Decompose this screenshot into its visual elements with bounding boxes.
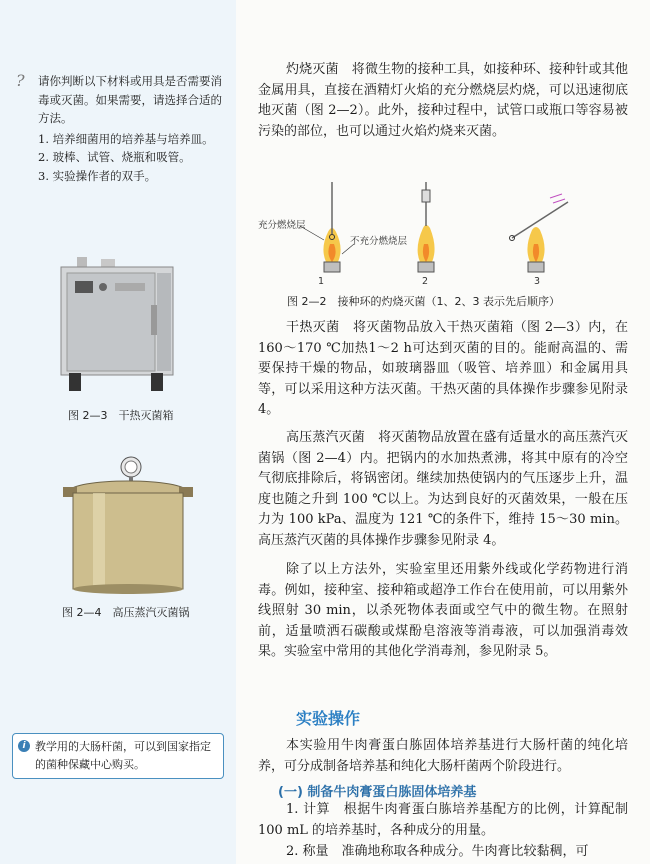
question-item: 1. 培养细菌用的培养基与培养皿。	[38, 131, 214, 146]
question-list	[20, 130, 230, 186]
fig22-caption: 图 2—2 接种环的灼烧灭菌（1、2、3 表示先后顺序）	[287, 295, 560, 308]
question-item: 3. 实验操作者的双手。	[38, 168, 157, 183]
paragraph-text: 将微生物的接种工具，如接种环、接种针或其他金属用具，直接在酒精灯火焰的充分燃烧层灼烧，可以迅速彻底地灭菌（图 2—2）。此外，接种过程中，试管口或瓶口等容易被污染的部位，也可以通过火焰灼烧来灭菌。	[258, 62, 628, 139]
burner-2	[418, 182, 435, 272]
burner-1	[323, 182, 340, 272]
paragraph-text: 将灭菌物品放置在盛有适量水的高压蒸汽灭菌锅（图 2—4）内。把锅内的水加热煮沸，将其中原有的冷空气彻底排除后，将锅密闭。继续加热使锅内的气压逐步上升，温度也随之升到 100 ℃以上。为达到良好的灭菌效果，一般在压力为 100 kPa、温度为 121 ℃的条件下，维持 15～30 min。高压蒸汽灭菌的具体操作步骤参见附录 4。	[258, 430, 628, 548]
autoclave-image	[63, 453, 193, 595]
paragraph-text: 将灭菌物品放入干热灭菌箱（图 2—3）内，在160～170 ℃加热1～2 h可达到灭菌的目的。能耐高温的、需要保持干燥的物品，如玻璃器皿（吸管、培养皿）和金属用具等，可以采用这种方法灭菌。干热灭菌的具体操作步骤参见附录 4。	[258, 320, 628, 418]
term-autoclave: 高压蒸汽灭菌	[286, 430, 365, 445]
paragraph-uv-chemical: 除了以上方法外，实验室里还用紫外线或化学药物进行消毒。例如，接种室、接种箱或超净工作台在使用前，可以用紫外线照射 30 min，以杀死物体表面或空气中的微生物。在照射前，适量喷洒石碳酸或煤酚皂溶液等消毒液，可以加强消毒效果。实验室中常用的其他化学消毒剂，参见附录 5。	[258, 562, 628, 660]
flame-loop-figure	[258, 182, 628, 288]
question-item: 2. 玻棒、试管、烧瓶和吸管。	[38, 150, 191, 164]
step-3-label: 3	[534, 276, 541, 287]
note-text: 教学用的大肠杆菌，可以到国家指定的菌种保藏中心购买。	[35, 740, 211, 771]
subsection-title: (一) 制备牛肉膏蛋白胨固体培养基	[278, 785, 477, 800]
term-flame-sterilization: 灼烧灭菌	[286, 62, 339, 77]
term-dry-heat: 干热灭菌	[286, 320, 340, 335]
paragraph-dry-heat	[258, 318, 628, 421]
paragraph-flame-sterilization	[258, 60, 628, 142]
step-2-label: 2	[422, 276, 429, 287]
fig23-caption: 图 2—3 干热灭菌箱	[68, 409, 174, 422]
step-1-label: 1	[318, 276, 325, 287]
info-icon: i	[18, 740, 30, 752]
label-full-burning-layer: 充分燃烧层	[258, 220, 306, 231]
teaching-note	[12, 733, 224, 779]
paragraph-step-calculate: 1. 计算 根据牛肉膏蛋白胨培养基配方的比例，计算配制 100 mL 的培养基时，各种成分的用量。	[258, 802, 628, 838]
section-title: 实验操作	[296, 709, 361, 728]
question-icon: ?	[16, 71, 25, 90]
dry-heat-oven-image	[55, 255, 180, 395]
think-question	[16, 71, 230, 185]
paragraph-autoclave	[258, 428, 628, 552]
label-partial-burning-layer: 不充分燃烧层	[350, 236, 408, 247]
fig24-caption: 图 2—4 高压蒸汽灭菌锅	[62, 606, 190, 619]
paragraph-step-weigh: 2. 称量 准确地称取各种成分。牛肉膏比较黏稠，可	[286, 844, 589, 859]
question-intro: 请你判断以下材料或用具是否需要消毒或灭菌。如果需要，请选择合适的方法。	[38, 74, 222, 125]
burner-3	[510, 194, 569, 272]
paragraph-experiment-intro: 本实验用牛肉膏蛋白胨固体培养基进行大肠杆菌的纯化培养，可分成制备培养基和纯化大肠杆菌两个阶段进行。	[258, 738, 628, 774]
